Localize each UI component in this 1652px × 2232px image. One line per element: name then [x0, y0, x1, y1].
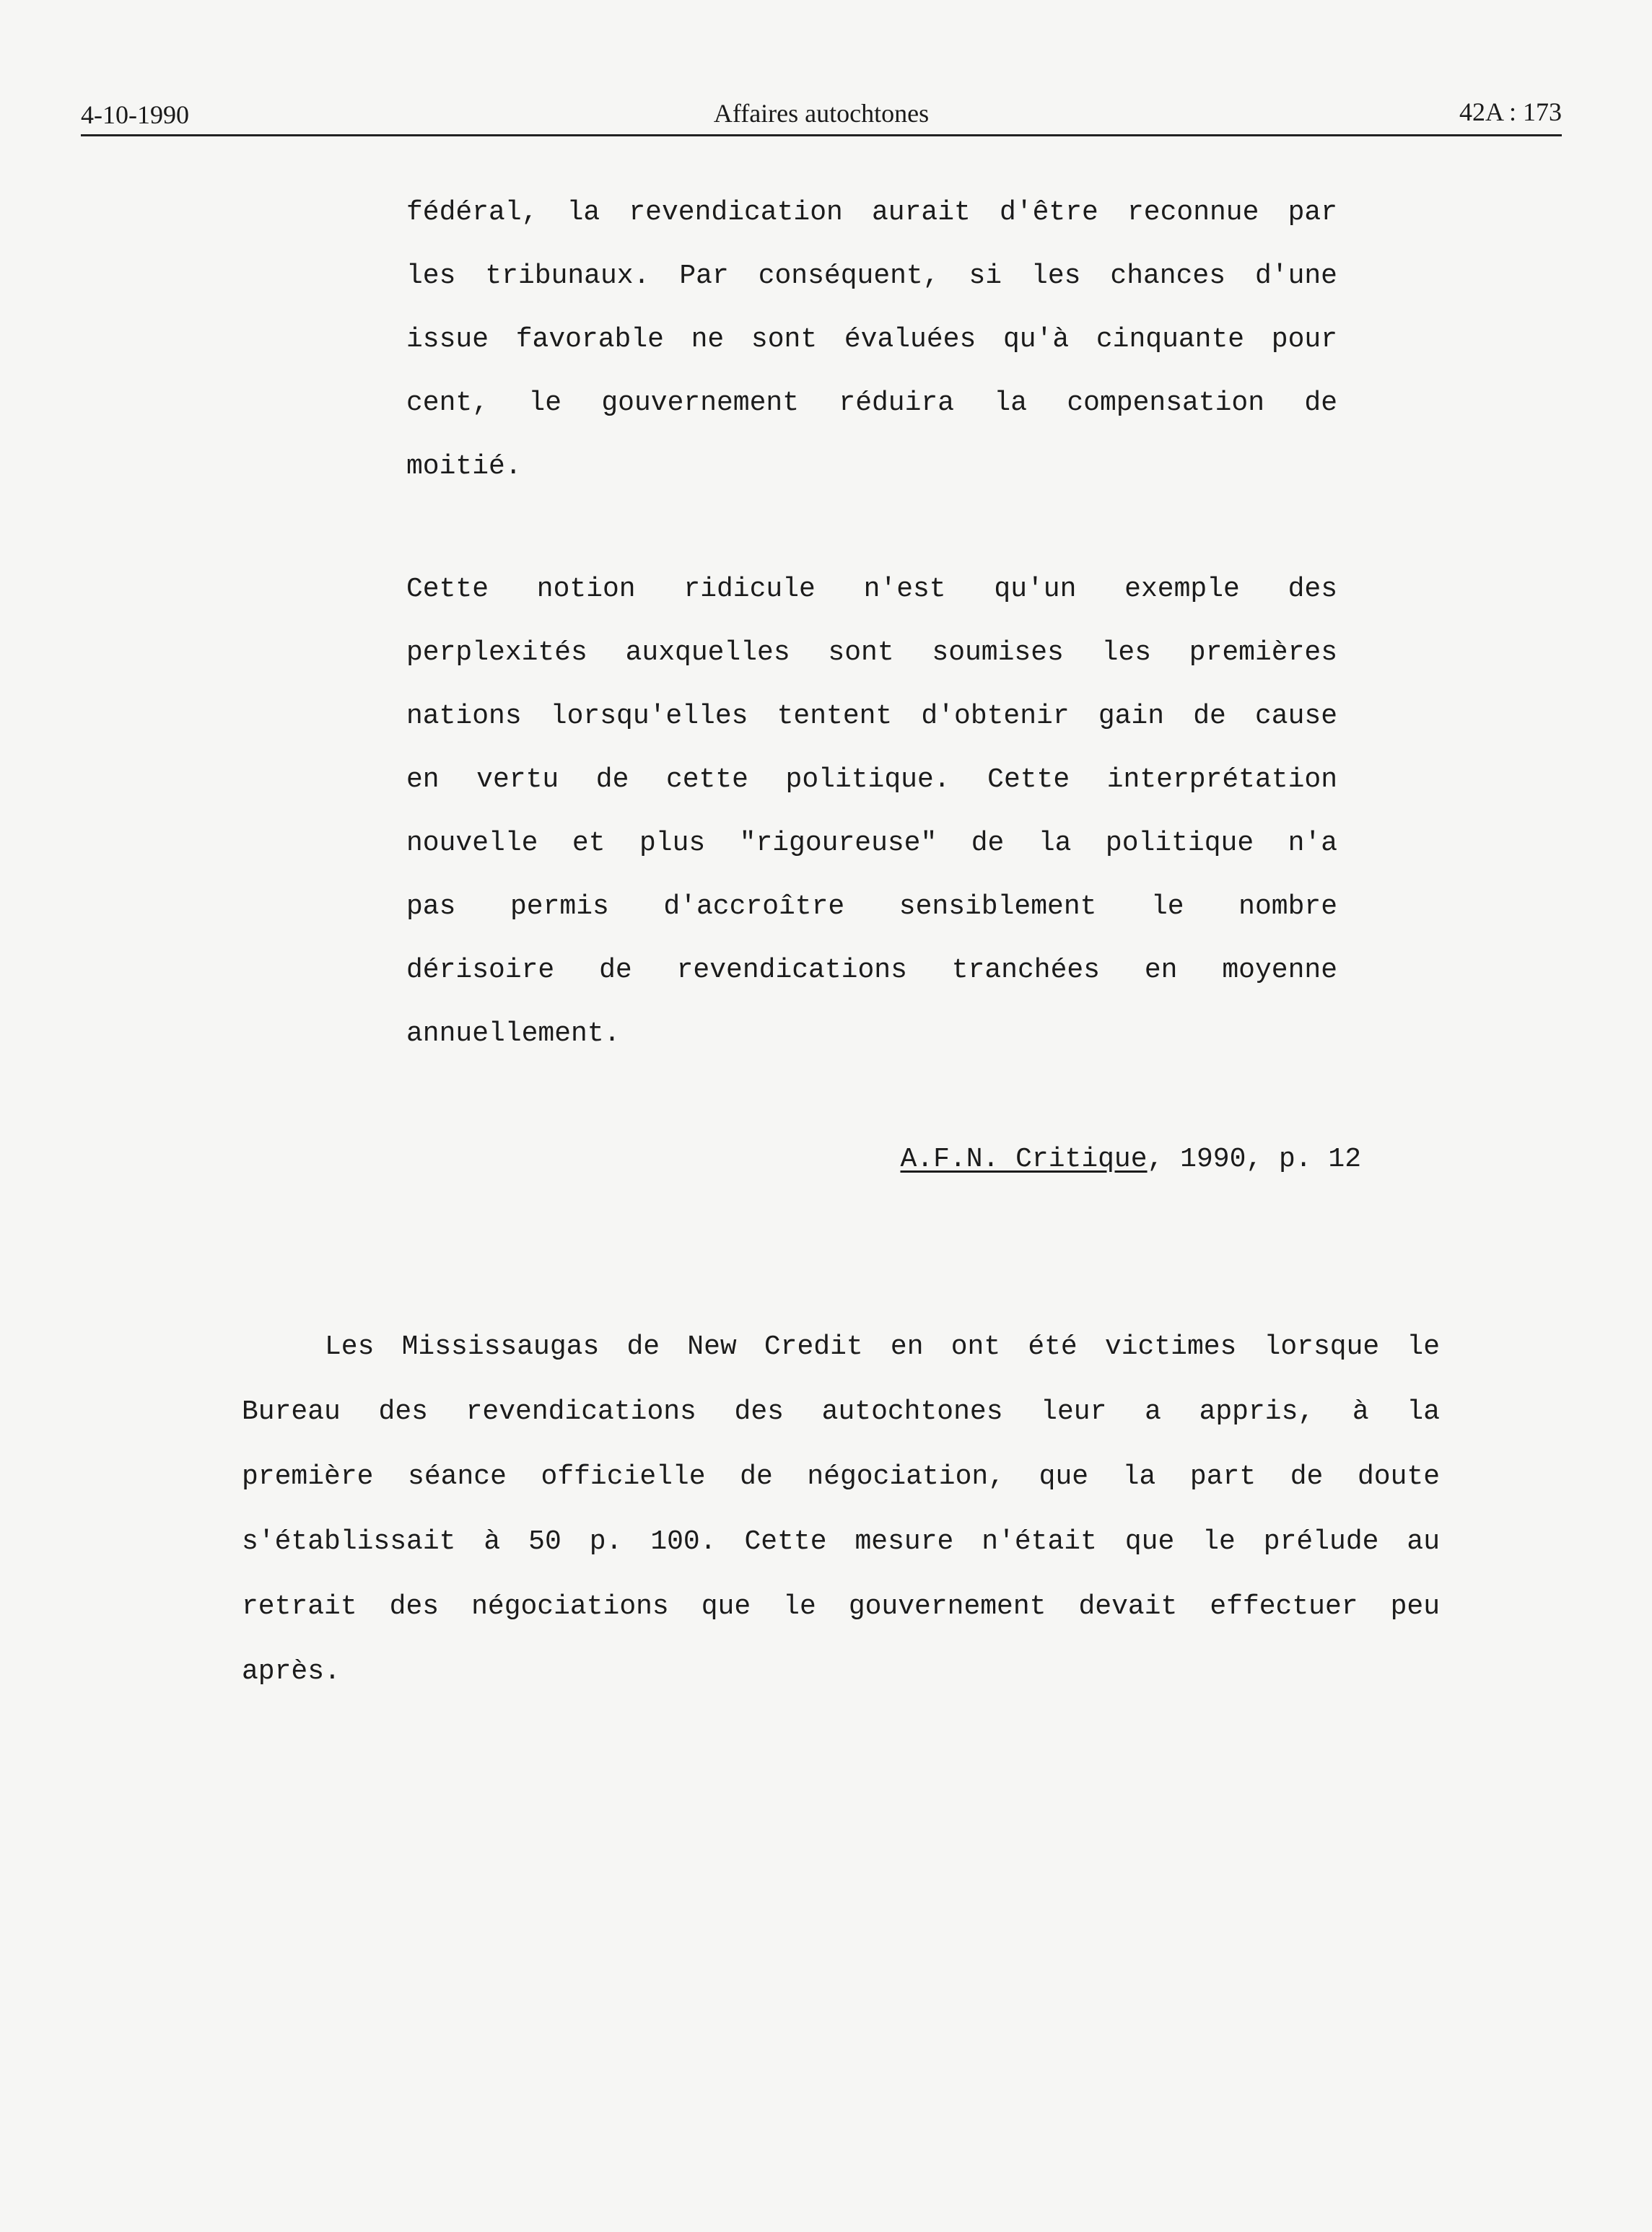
header-title: Affaires autochtones	[713, 99, 930, 128]
quote-line: les tribunaux. Par conséquent, si les chances d'une	[406, 261, 1337, 292]
header-date: 4-10-1990	[81, 100, 189, 129]
quote-line: fédéral, la revendication aurait d'être reconnue par	[406, 197, 1337, 228]
quote-line: issue favorable ne sont évaluées qu'à cinquante pour	[406, 324, 1337, 355]
quote-line: nations lorsqu'elles tentent d'obtenir gain de cause	[406, 701, 1337, 732]
quote-line: dérisoire de revendications tranchées en moyenne	[406, 955, 1337, 986]
quote-line: nouvelle et plus "rigoureuse" de la politique n'a	[406, 828, 1337, 859]
quote-citation	[900, 1142, 1361, 1178]
paragraph-line: Bureau des revendications des autochtones leur a appris, à la	[242, 1396, 1440, 1427]
paragraph-line: première séance officielle de négociation, que la part de doute	[242, 1461, 1440, 1492]
page-header	[81, 94, 1562, 136]
paragraph-line: retrait des négociations que le gouvernement devait effectuer peu	[242, 1591, 1440, 1622]
paragraph-line: Les Mississaugas de New Credit en ont été victimes lorsque le	[325, 1331, 1440, 1362]
quote-line: Cette notion ridicule n'est qu'un exemple des	[406, 574, 1337, 605]
citation-details: , 1990, p. 12	[1147, 1144, 1361, 1175]
quote-line: annuellement.	[406, 1018, 621, 1049]
quote-line: moitié.	[406, 451, 522, 482]
quote-line: perplexités auxquelles sont soumises les premières	[406, 637, 1337, 668]
paragraph-line: après.	[242, 1656, 341, 1687]
quote-line: cent, le gouvernement réduira la compensation de	[406, 388, 1337, 419]
header-page-number: 42A : 173	[1459, 97, 1562, 126]
paragraph-line: s'établissait à 50 p. 100. Cette mesure n'était que le prélude au	[242, 1526, 1440, 1557]
quote-line: en vertu de cette politique. Cette interprétation	[406, 764, 1337, 795]
quote-line: pas permis d'accroître sensiblement le nombre	[406, 891, 1337, 922]
citation-source: A.F.N. Critique	[900, 1144, 1148, 1175]
